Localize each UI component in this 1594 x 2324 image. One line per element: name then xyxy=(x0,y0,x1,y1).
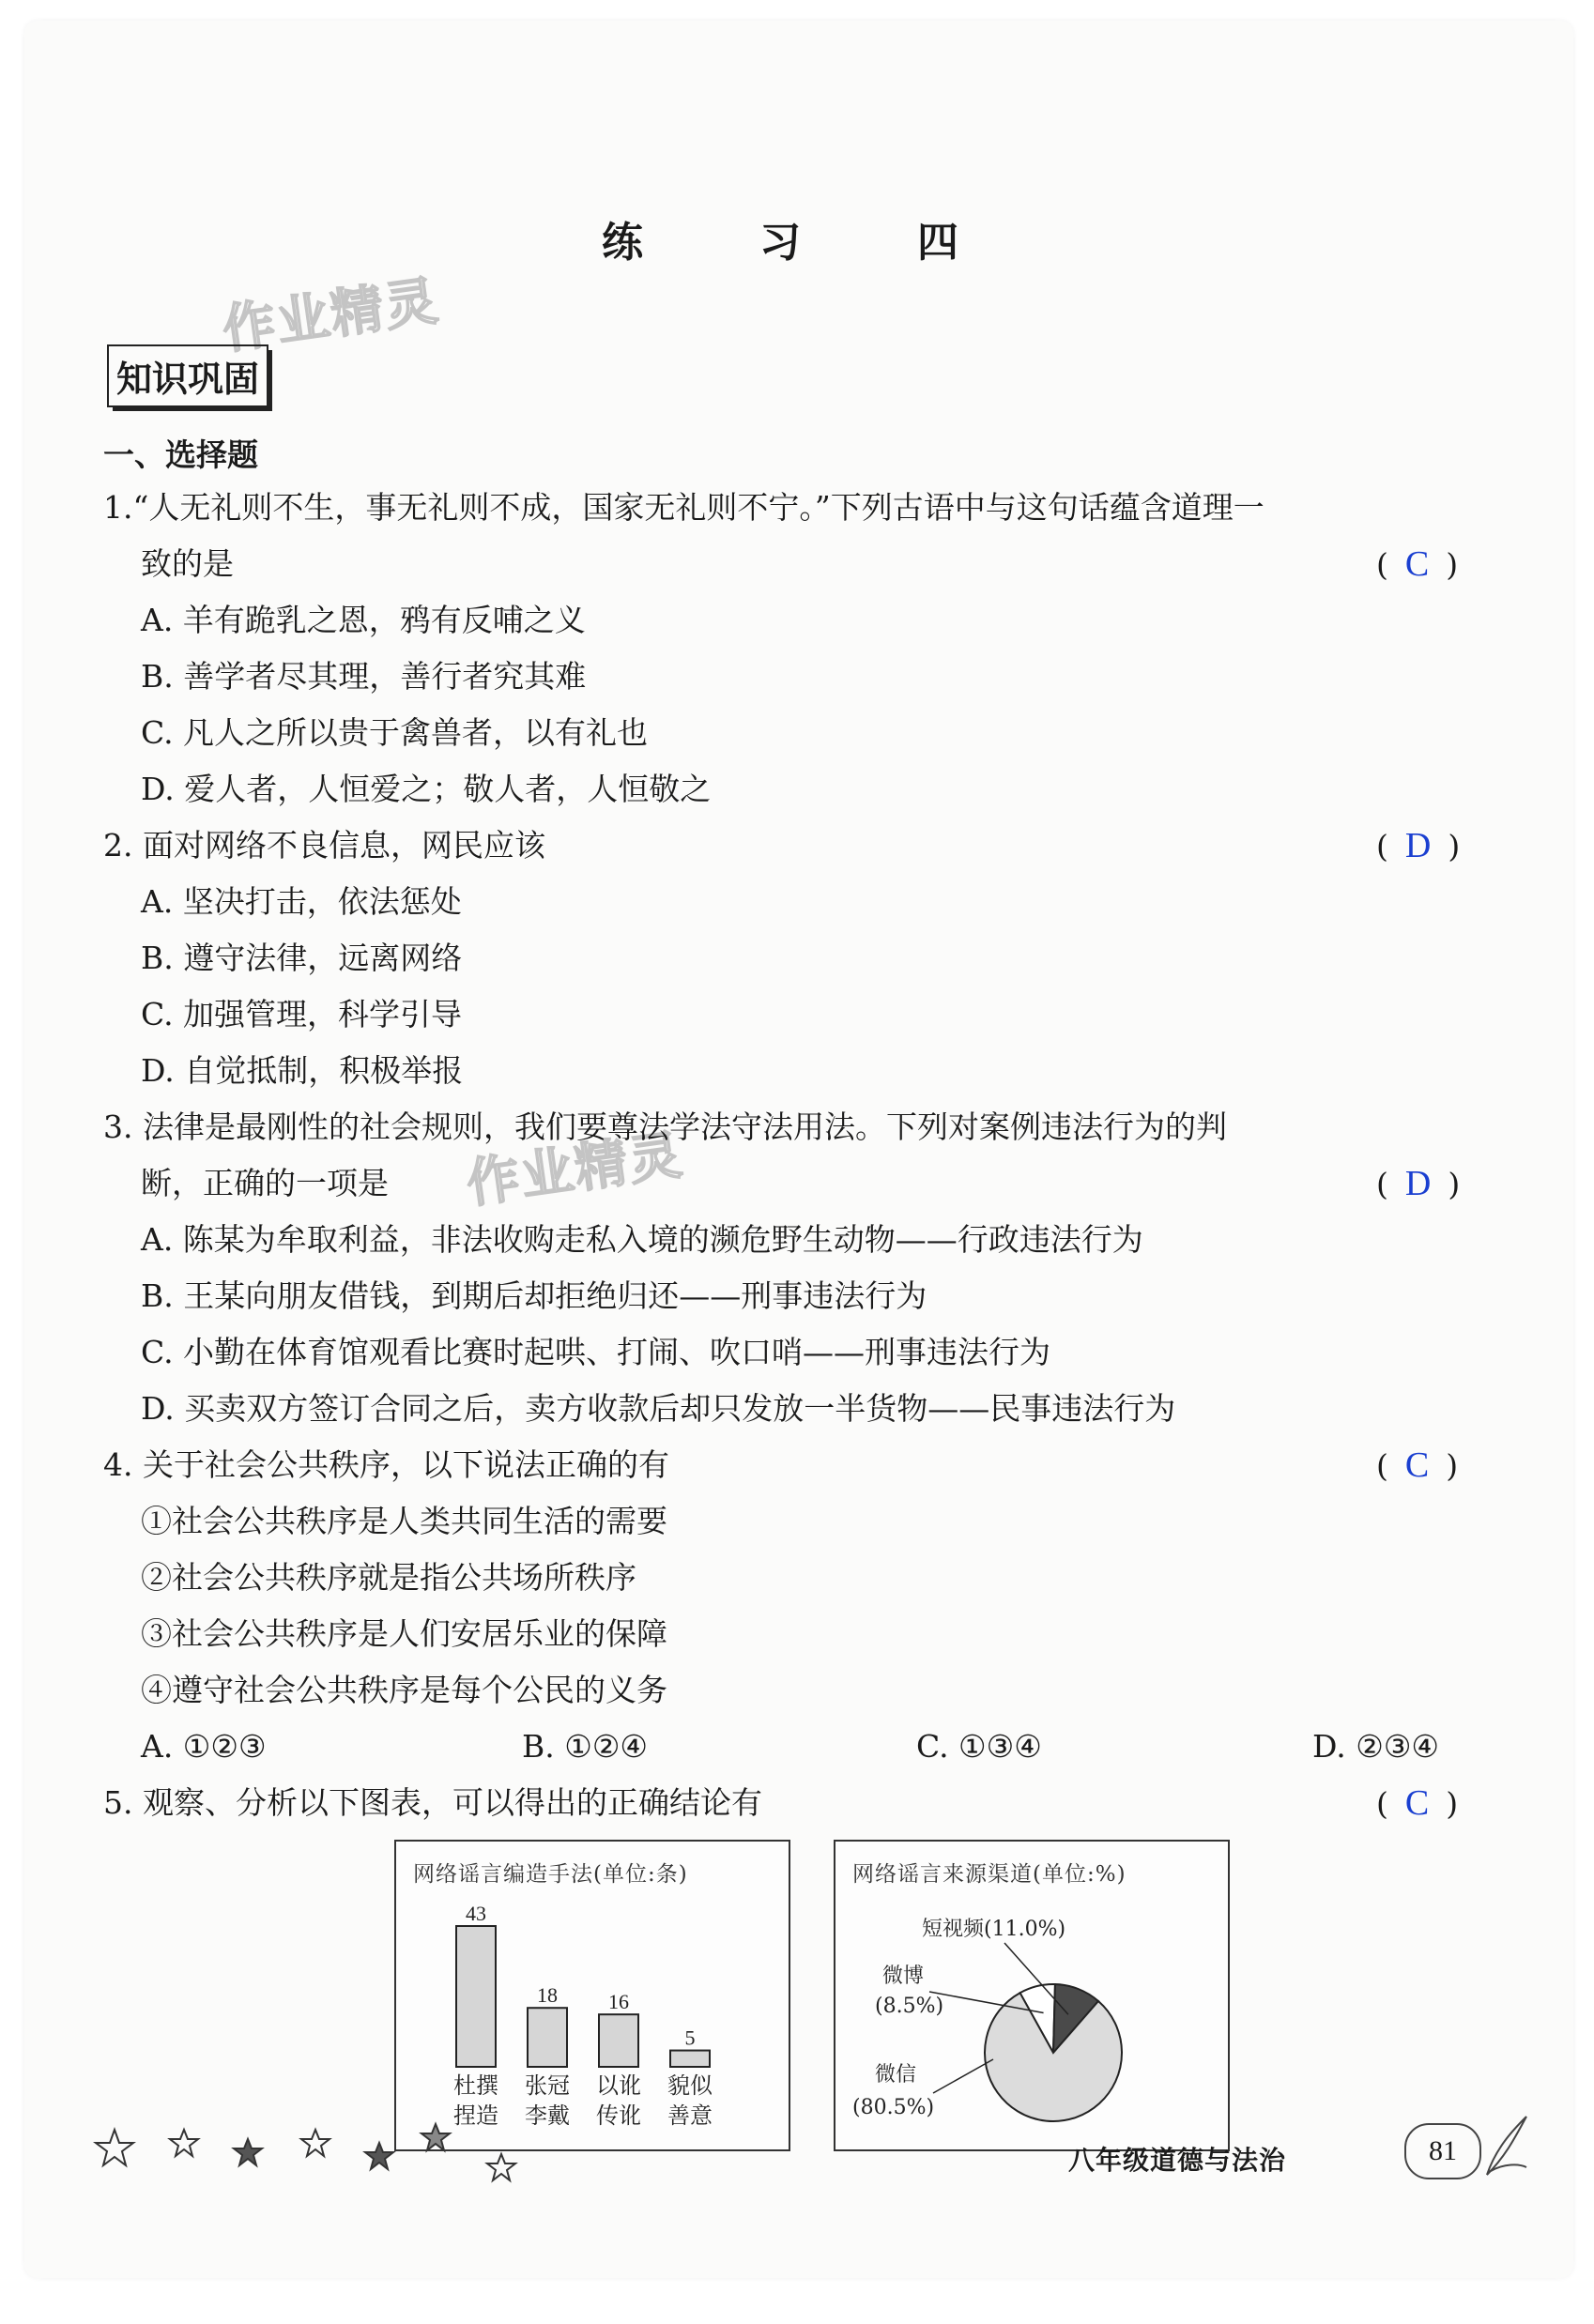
star-icon xyxy=(421,2124,450,2150)
question-5-answer: ( C ) xyxy=(1376,1783,1459,1823)
pie-label-weixin: 微信 xyxy=(875,2063,917,2087)
bar-category-label: 李戴 xyxy=(525,2102,570,2129)
question-4-choice-c: C. ①③④ xyxy=(916,1728,1042,1765)
page-title: 练 习 四 xyxy=(602,219,996,267)
question-1-option-d: D. 爱人者，人恒爱之；敬人者，人恒敬之 xyxy=(141,771,712,807)
pie-label-weibo-value: (8.5%) xyxy=(875,1995,944,2018)
pie-label-weibo: 微博 xyxy=(882,1965,925,1988)
bar-category-label: 善意 xyxy=(667,2102,713,2129)
pie-label-weixin-value: (80.5%) xyxy=(852,2096,935,2119)
bar xyxy=(670,2051,710,2067)
question-1-stem: 致的是 xyxy=(141,545,234,582)
bar xyxy=(456,1926,496,2067)
bar-value-label: 18 xyxy=(537,1983,558,2008)
bar-value-label: 43 xyxy=(466,1902,486,1925)
question-1-option-b: B. 善学者尽其理，善行者究其难 xyxy=(141,658,587,695)
question-1-answer: ( C ) xyxy=(1376,544,1459,584)
answer-value: C xyxy=(1404,544,1430,584)
question-3-stem: 3. 法律是最刚性的社会规则，我们要尊法学法守法用法。下列对案例违法行为的判 xyxy=(103,1108,1227,1145)
question-4-choice-b: B. ①②④ xyxy=(522,1728,648,1765)
bar-category-label: 貌似 xyxy=(667,2072,713,2099)
bar xyxy=(528,2008,567,2067)
question-3-option-c: C. 小勤在体育馆观看比赛时起哄、打闹、吹口哨——刑事违法行为 xyxy=(141,1334,1051,1370)
star-icon xyxy=(170,2130,198,2156)
star-icon xyxy=(301,2130,330,2156)
bar-value-label: 5 xyxy=(684,2026,696,2050)
answer-value: C xyxy=(1404,1445,1430,1485)
bar-category-label: 张冠 xyxy=(525,2072,570,2099)
question-4-answer: ( C ) xyxy=(1376,1445,1459,1485)
bar-chart xyxy=(394,1840,790,2151)
question-5-stem: 5. 观察、分析以下图表，可以得出的正确结论有 xyxy=(103,1784,762,1821)
question-2-answer: ( D ) xyxy=(1376,826,1461,865)
page xyxy=(24,21,1573,2278)
answer-value: D xyxy=(1404,826,1432,865)
bar-category-label: 捏造 xyxy=(453,2102,498,2129)
question-2-option-d: D. 自觉抵制，积极举报 xyxy=(141,1052,464,1089)
question-4-statement-1: ①社会公共秩序是人类共同生活的需要 xyxy=(141,1503,667,1539)
question-2-stem: 2. 面对网络不良信息，网民应该 xyxy=(103,827,545,864)
pie-chart-title: 网络谣言来源渠道(单位:%) xyxy=(852,1862,1127,1887)
answer-value: D xyxy=(1404,1164,1432,1203)
pie-chart-plot xyxy=(835,1842,1228,2149)
watermark: 作业精灵 xyxy=(219,270,444,361)
star-decoration xyxy=(90,2109,541,2194)
question-2-option-a: A. 坚决打击，依法惩处 xyxy=(141,883,462,920)
question-4-stem: 4. 关于社会公共秩序，以下说法正确的有 xyxy=(103,1446,669,1483)
question-1-option-c: C. 凡人之所以贵于禽兽者，以有礼也 xyxy=(141,714,649,751)
leaf-decoration-icon xyxy=(1478,2109,1534,2184)
footer-subject: 八年级道德与法治 xyxy=(1068,2145,1287,2176)
section-heading: 一、选择题 xyxy=(103,436,258,473)
question-1-stem: 1.“人无礼则不生，事无礼则不成，国家无礼则不宁。”下列古语中与这句话蕴含道理一 xyxy=(103,489,1264,526)
star-icon xyxy=(234,2139,262,2165)
bar-chart-title: 网络谣言编造手法(单位:条) xyxy=(413,1862,688,1887)
pie-chart xyxy=(834,1840,1230,2151)
question-4-choice-a: A. ①②③ xyxy=(141,1728,267,1765)
watermark: 作业精灵 xyxy=(463,1124,688,1216)
question-3-answer: ( D ) xyxy=(1376,1164,1461,1203)
bar-category-label: 以讹 xyxy=(596,2072,641,2099)
bar-category-label: 杜撰 xyxy=(453,2072,498,2099)
question-1-option-a: A. 羊有跪乳之恩，鸦有反哺之义 xyxy=(141,602,586,638)
question-4-statement-3: ③社会公共秩序是人们安居乐业的保障 xyxy=(141,1615,667,1652)
star-icon xyxy=(96,2130,133,2165)
bar-value-label: 16 xyxy=(608,1990,629,2014)
section-label: 知识巩固 xyxy=(107,344,268,407)
question-4-statement-4: ④遵守社会公共秩序是每个公民的义务 xyxy=(141,1672,667,1708)
question-3-option-b: B. 王某向朋友借钱，到期后却拒绝归还——刑事违法行为 xyxy=(141,1277,927,1314)
question-4-choice-d: D. ②③④ xyxy=(1312,1728,1440,1765)
question-3-option-a: A. 陈某为牟取利益，非法收购走私入境的濒危野生动物——行政违法行为 xyxy=(141,1221,1143,1258)
question-3-option-d: D. 买卖双方签订合同之后，卖方收款后却只发放一半货物——民事违法行为 xyxy=(141,1390,1176,1427)
star-icon xyxy=(487,2154,515,2180)
bar xyxy=(599,2014,638,2067)
pie-leader-line xyxy=(933,2059,993,2093)
page-number: 81 xyxy=(1404,2123,1481,2179)
question-2-option-b: B. 遵守法律，远离网络 xyxy=(141,940,463,976)
bar-chart-plot xyxy=(396,1842,789,2149)
question-3-stem: 断，正确的一项是 xyxy=(141,1165,389,1201)
star-icon xyxy=(365,2143,393,2169)
answer-value: C xyxy=(1404,1783,1430,1823)
question-2-option-c: C. 加强管理，科学引导 xyxy=(141,996,463,1032)
pie-label-short-video: 短视频(11.0%) xyxy=(922,1918,1066,1941)
bar-category-label: 传讹 xyxy=(596,2102,641,2129)
question-4-statement-2: ②社会公共秩序就是指公共场所秩序 xyxy=(141,1559,636,1596)
